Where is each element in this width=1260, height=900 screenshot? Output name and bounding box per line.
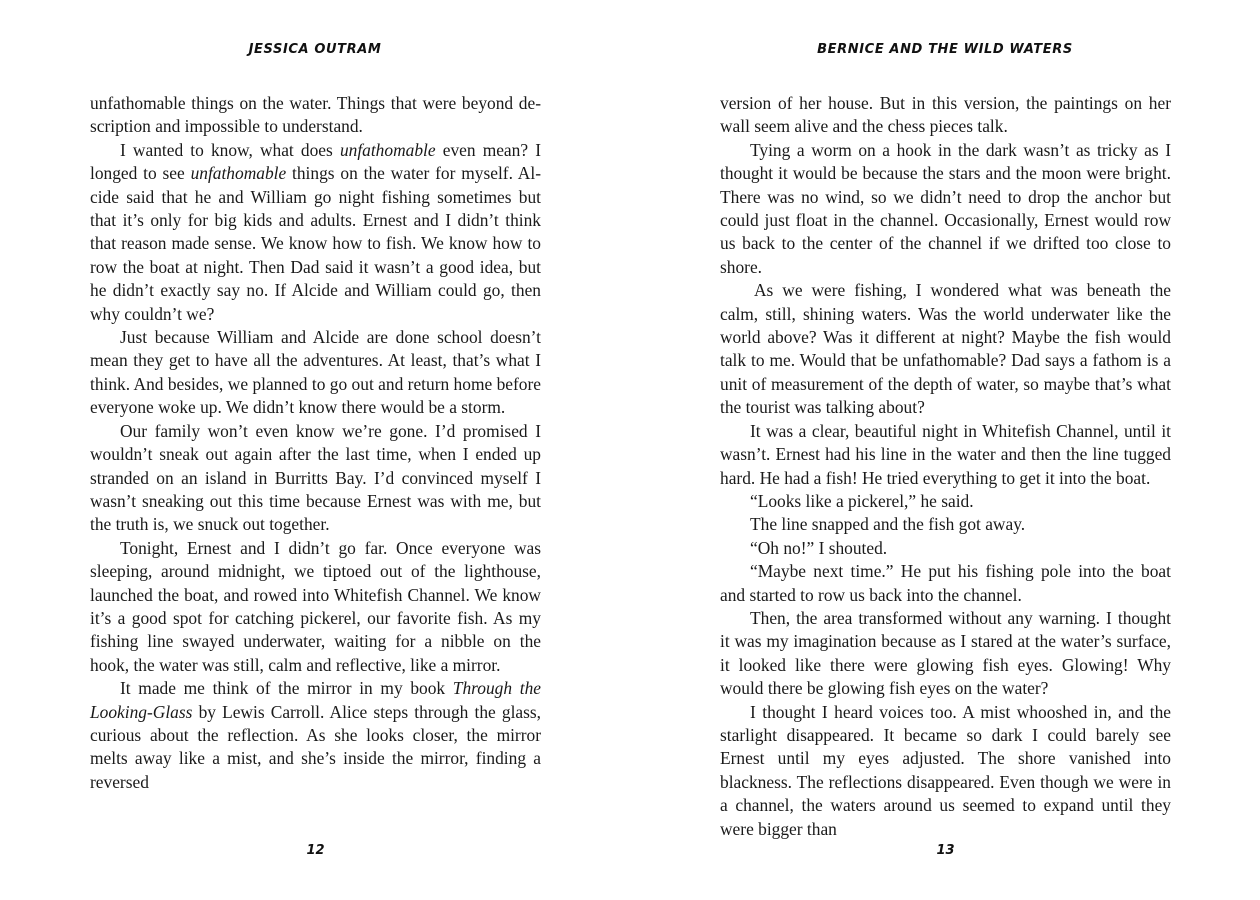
paragraph: As we were fishing, I wondered what was beneath the calm, still, shining waters. Was the world underwater like the world above? Was it different at night? Maybe the fish would talk to me. Would that be unfathomable? Dad says a fathom is a unit of measurement of the depth of water, so maybe that’s what the tourist was talking about? (720, 280, 1171, 418)
paragraph: “Maybe next time.” He put his fishing pole into the boat and started to row us back into the channel. (720, 561, 1171, 605)
left-running-head: JESSICA OUTRAM (248, 42, 382, 57)
paragraph: Tonight, Ernest and I didn’t go far. Once everyone was sleeping, around midnight, we tiptoed out of the lighthouse, launched the boat, and rowed into Whitefish Channel. We know it’s a good spot for catching pickerel, our favorite fish. As my fishing line swayed underwater, waiting for a nibble on the hook, the water was still, calm and reflective, like a mirror. (90, 537, 541, 675)
right-running-head: BERNICE AND THE WILD WATERS (817, 42, 1073, 57)
paragraph: unfathomable things on the water. Things that were beyond description and impossible to understand. (90, 93, 541, 137)
left-body-text (90, 92, 541, 794)
paragraph: Tying a worm on a hook in the dark wasn’t as tricky as I thought it would be because the stars and the moon were bright. There was no wind, so we didn’t need to drop the anchor but could just float in the channel. Occasionally, Ernest would row us back to the center of the channel if we drifted too close to shore. (720, 139, 1171, 277)
paragraph: Then, the area transformed without any warning. I thought it was my imagination because as I stared at the water’s surface, it looked like there were glowing fish eyes. Glowing! Why would there be glowing fish eyes on the water? (720, 607, 1171, 699)
left-page-number: 12 (306, 843, 325, 858)
paragraph: Our family won’t even know we’re gone. I’d promised I wouldn’t sneak out again after the last time, when I ended up stranded on an island in Burritts Bay. I’d convinced myself I wasn’t sneaking out this time because Ernest was with me, but the truth is, we snuck out together. (90, 420, 541, 535)
emphasis: unfathomable (190, 163, 287, 184)
paragraph: version of her house. But in this version, the paintings on her wall seem alive and the chess pieces talk. (720, 93, 1171, 137)
paragraph: It was a clear, beautiful night in Whitefish Channel, until it wasn’t. Ernest had his line in the water and then the line tugged hard. He had a fish! He tried everything to get it into the boat. (720, 420, 1171, 488)
paragraph: “Looks like a pickerel,” he said. (750, 490, 974, 511)
paragraph: “Oh no!” I shouted. (750, 537, 888, 558)
book-title: Through the Looking-Glass (90, 678, 541, 722)
paragraph: It made me think of the mirror in my book Through the Looking-Glass by Lewis Carroll. Alice steps through the glass, curious about the reflection. As she looks closer, the mirror melts away like a mist, and she’s inside the mirror, finding a reversed (90, 678, 541, 792)
right-page-number: 13 (936, 843, 955, 858)
right-page (630, 0, 1260, 900)
paragraph: I wanted to know, what does unfathomable even mean? I longed to see unfathomable things on the water for myself. Alcide said that he and William go night fishing sometimes but that it’s only for big kids and adults. Ernest and I didn’t think that reason made sense. We know how to fish. We know how to row the boat at night. Then Dad said it wasn’t a good idea, but he didn’t exactly say no. If Alcide and William could go, then why couldn’t we? (90, 139, 541, 324)
emphasis: unfathomable (339, 139, 436, 160)
paragraph: The line snapped and the fish got away. (750, 514, 1026, 535)
right-body-text (720, 92, 1171, 841)
paragraph: I thought I heard voices too. A mist whooshed in, and the starlight disappeared. It became so dark I could barely see Ernest until my eyes adjusted. The shore vanished into blackness. The reflections disappeared. Even though we were in a channel, the waters around us seemed to expand until they were bigger than (720, 701, 1171, 839)
paragraph: Just because William and Alcide are done school doesn’t mean they get to have all the adventures. At least, that’s what I think. And besides, we planned to go out and return home before everyone woke up. We didn’t know there would be a storm. (90, 327, 541, 418)
